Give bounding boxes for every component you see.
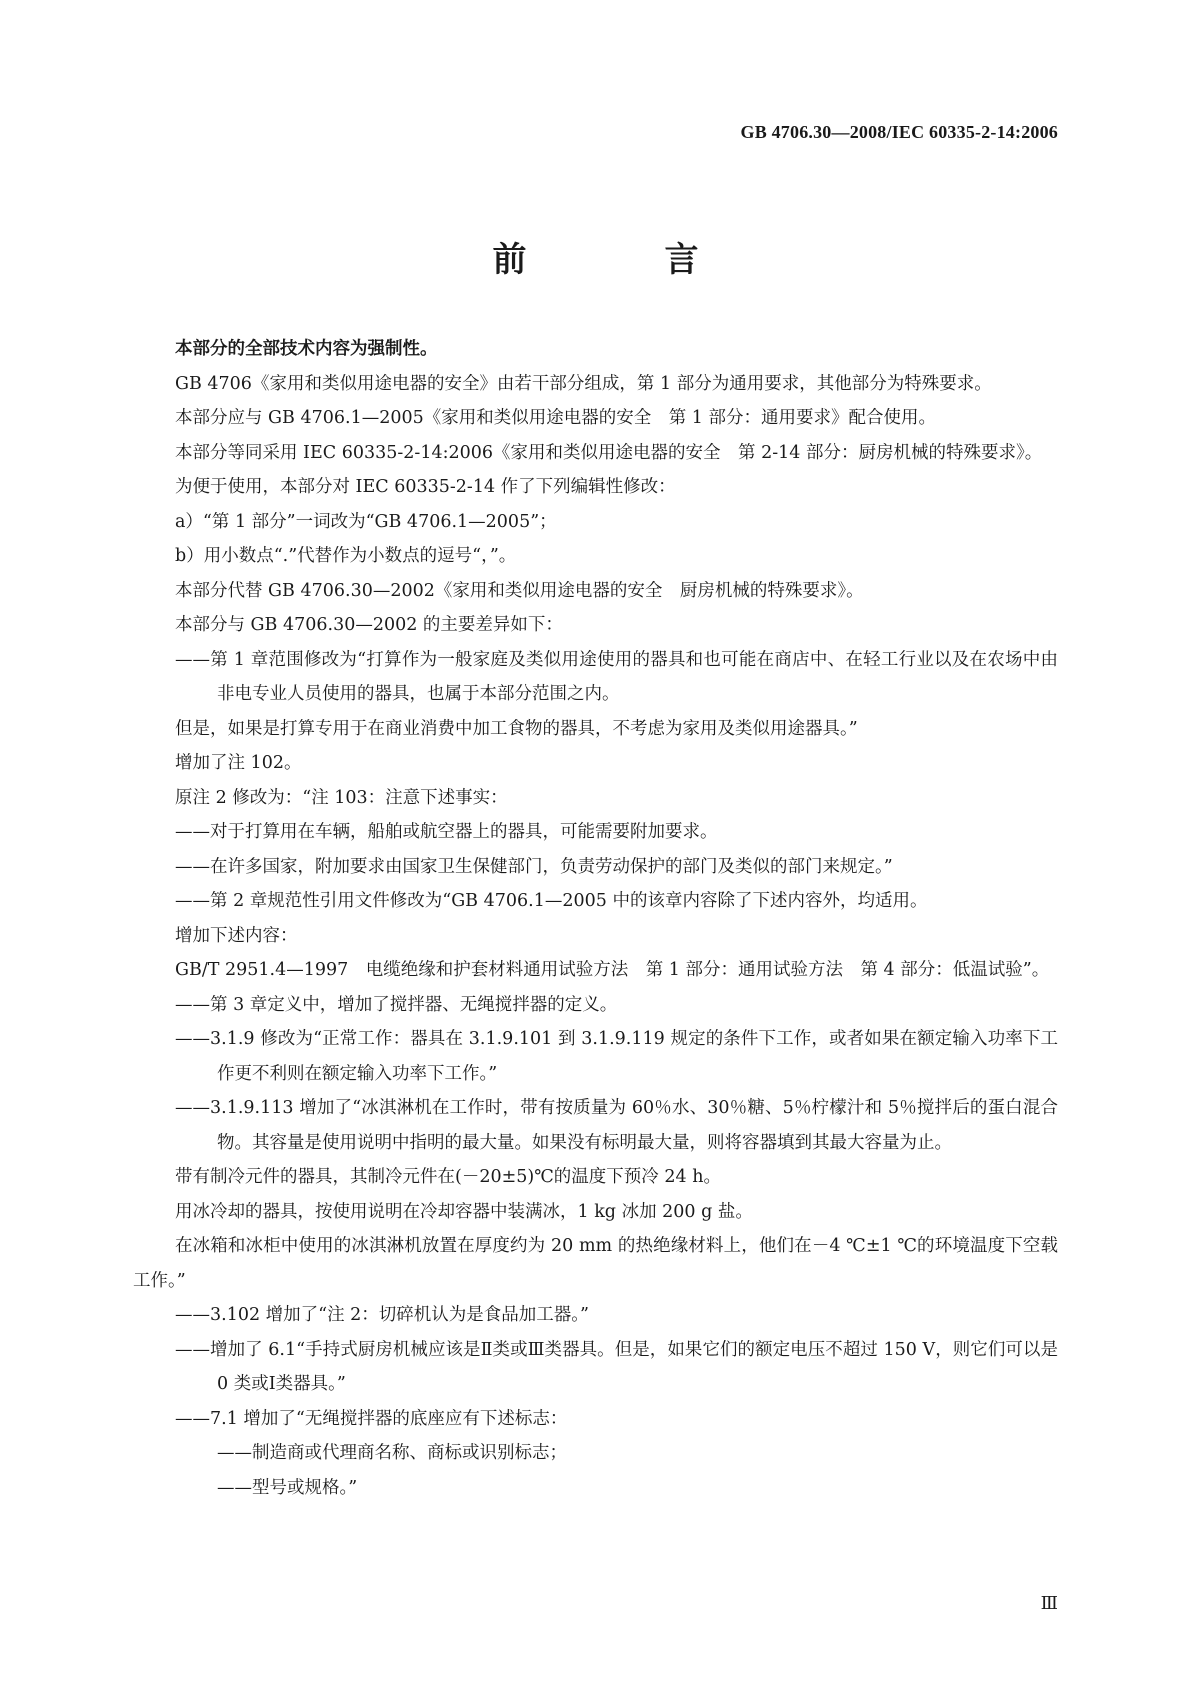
dash-item: ——3.102 增加了“注 2：切碎机认为是食品加工器。” — [175, 1305, 590, 1325]
dash-item: ——第 3 章定义中，增加了搅拌器、无绳搅拌器的定义。 — [175, 994, 618, 1015]
dash-item: ——3.1.9 修改为“正常工作：器具在 3.1.9.101 到 3.1.9.119 规定的条件下工作，或者如果在额定输入功率下工作更不利则在额定输入功率下工作。” — [175, 1029, 1058, 1084]
page-number: Ⅲ — [1040, 1593, 1058, 1613]
dash-item: ——7.1 增加了“无绳搅拌器的底座应有下述标志： — [175, 1408, 568, 1429]
paragraph: 在冰箱和冰柜中使用的冰淇淋机放置在厚度约为 20 mm 的热绝缘材料上，他们在－4 ℃±1 ℃的环境温度下空载工作。” — [133, 1236, 1058, 1291]
paragraph: 增加了注 102。 — [175, 753, 302, 773]
paragraph: 本部分等同采用 IEC 60335-2-14:2006《家用和类似用途电器的安全 第 2-14 部分：厨房机械的特殊要求》。 — [175, 442, 1043, 463]
paragraph: 本部分与 GB 4706.30—2002 的主要差异如下： — [175, 615, 563, 635]
list-item: b）用小数点“.”代替作为小数点的逗号“，”。 — [175, 546, 517, 566]
dash-item: ——对于打算用在车辆，船舶或航空器上的器具，可能需要附加要求。 — [175, 822, 718, 842]
dash-item: ——第 2 章规范性引用文件修改为“GB 4706.1—2005 中的该章内容除了下述内容外，均适用。 — [175, 891, 928, 911]
paragraph: 为便于使用，本部分对 IEC 60335-2-14 作了下列编辑性修改： — [175, 477, 676, 497]
paragraph: GB 4706《家用和类似用途电器的安全》由若干部分组成，第 1 部分为通用要求，其他部分为特殊要求。 — [175, 373, 992, 394]
paragraph: 本部分代替 GB 4706.30—2002《家用和类似用途电器的安全 厨房机械的特殊要求》。 — [175, 580, 864, 601]
paragraph: 本部分应与 GB 4706.1—2005《家用和类似用途电器的安全 第 1 部分：通用要求》配合使用。 — [175, 408, 936, 428]
paragraph: 原注 2 修改为：“注 103：注意下述事实： — [175, 787, 508, 808]
list-item: a）“第 1 部分”一词改为“GB 4706.1—2005”； — [175, 511, 557, 532]
standard-code: GB 4706.30—2008/IEC 60335-2-14:2006 — [740, 122, 1058, 142]
dash-item: ——制造商或代理商名称、商标或识别标志； — [217, 1443, 567, 1463]
dash-item: ——型号或规格。” — [217, 1477, 358, 1498]
paragraph: 用冰冷却的器具，按使用说明在冷却容器中装满冰，1 kg 冰加 200 g 盐。 — [175, 1201, 753, 1222]
paragraph: 本部分的全部技术内容为强制性。 — [175, 339, 438, 359]
paragraph: GB/T 2951.4—1997 电缆绝缘和护套材料通用试验方法 第 1 部分：通用试验方法 第 4 部分：低温试验”。 — [175, 960, 1050, 980]
paragraph: 但是，如果是打算专用于在商业消费中加工食物的器具，不考虑为家用及类似用途器具。” — [175, 718, 858, 739]
page-title: 前 言 — [492, 240, 751, 280]
dash-item: ——3.1.9.113 增加了“冰淇淋机在工作时，带有按质量为 60％水、30％糖、5％柠檬汁和 5％搅拌后的蛋白混合物。其容量是使用说明中指明的最大量。如果没有标明最大量，则将容器填到其最大容量为止。 — [175, 1098, 1058, 1153]
document-body — [133, 332, 1058, 1505]
dash-item: ——增加了 6.1“手持式厨房机械应该是Ⅱ类或Ⅲ类器具。但是，如果它们的额定电压不超过 150 V，则它们可以是 0 类或Ⅰ类器具。” — [175, 1339, 1058, 1394]
paragraph: 带有制冷元件的器具，其制冷元件在(－20±5)℃的温度下预冷 24 h。 — [175, 1167, 721, 1187]
paragraph: 增加下述内容： — [175, 925, 298, 946]
dash-item: ——在许多国家，附加要求由国家卫生保健部门，负责劳动保护的部门及类似的部门来规定。” — [175, 856, 893, 877]
dash-item: ——第 1 章范围修改为“打算作为一般家庭及类似用途使用的器具和也可能在商店中、在轻工行业以及在农场中由非电专业人员使用的器具，也属于本部分范围之内。 — [175, 649, 1058, 704]
